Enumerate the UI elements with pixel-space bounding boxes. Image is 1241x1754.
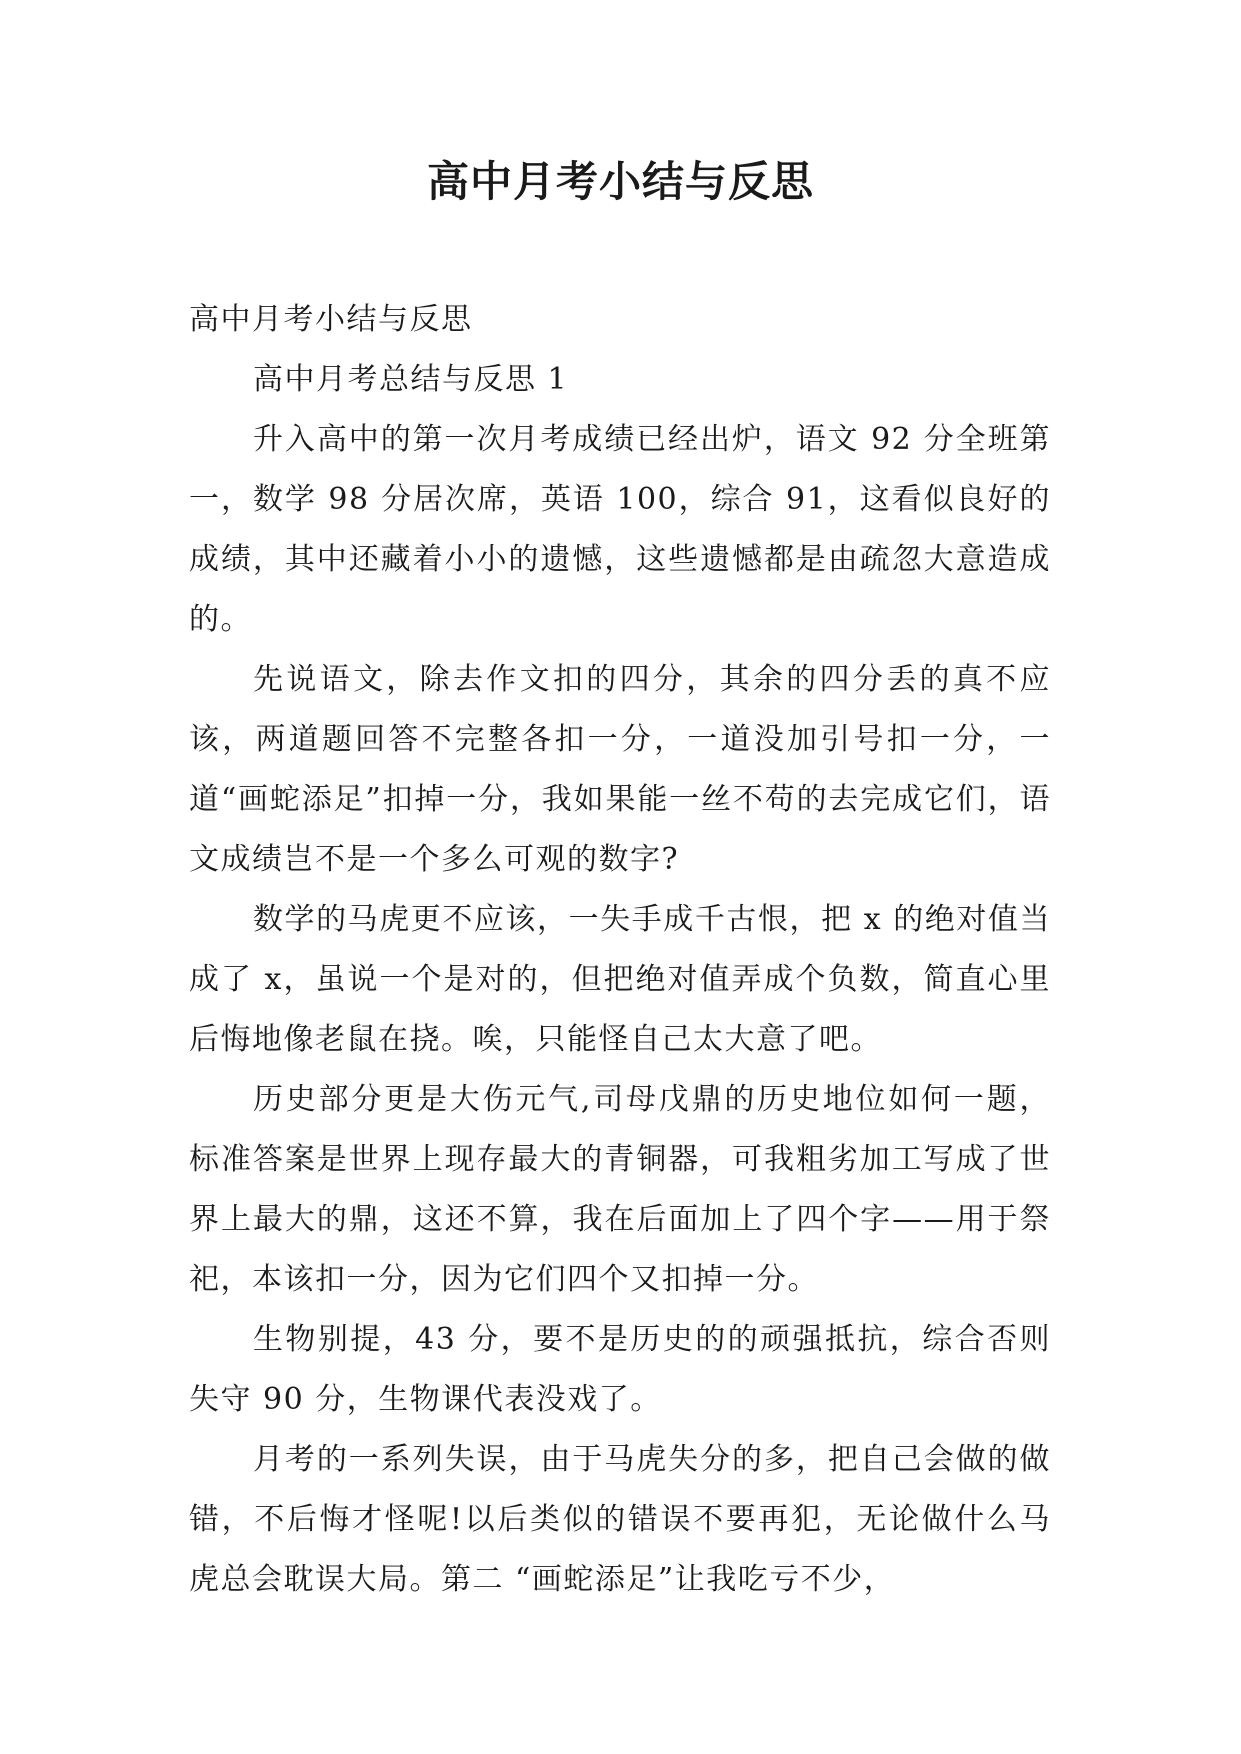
paragraph-2: 先说语文，除去作文扣的四分，其余的四分丢的真不应该，两道题回答不完整各扣一分，一道没加引号扣一分，一道“画蛇添足”扣掉一分，我如果能一丝不苟的去完成它们，语文成绩岂不是一个多么可观的数字?	[189, 662, 1051, 877]
document-body	[189, 290, 1051, 1610]
paragraph-3: 数学的马虎更不应该，一失手成千古恨，把 x 的绝对值当成了 x，虽说一个是对的，但把绝对值弄成个负数，简直心里后悔地像老鼠在挠。唉，只能怪自己太大意了吧。	[189, 902, 1051, 1057]
paragraph-1: 升入高中的第一次月考成绩已经出炉，语文 92 分全班第一，数学 98 分居次席，英语 100，综合 91，这看似良好的成绩，其中还藏着小小的遗憾，这些遗憾都是由疏忽大意造成的。	[189, 422, 1051, 637]
paragraph-5: 生物别提，43 分，要不是历史的的顽强抵抗，综合否则失守 90 分，生物课代表没戏了。	[189, 1322, 1051, 1417]
document-title: 高中月考小结与反思	[426, 157, 814, 206]
section-heading: 高中月考总结与反思 1	[253, 362, 569, 397]
paragraph-4: 历史部分更是大伤元气,司母戊鼎的历史地位如何一题，标准答案是世界上现存最大的青铜器，可我粗劣加工写成了世界上最大的鼎，这还不算，我在后面加上了四个字——用于祭祀，本该扣一分，因为它们四个又扣掉一分。	[189, 1082, 1051, 1297]
document-subtitle: 高中月考小结与反思	[189, 302, 473, 337]
paragraph-6: 月考的一系列失误，由于马虎失分的多，把自己会做的做错，不后悔才怪呢!以后类似的错误不要再犯，无论做什么马虎总会耽误大局。第二 “画蛇添足”让我吃亏不少，	[189, 1442, 1051, 1597]
